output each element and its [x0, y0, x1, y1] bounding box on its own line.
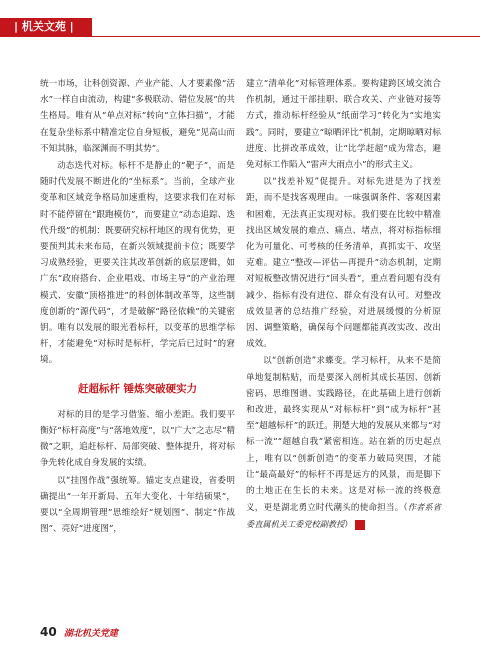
right-paragraph-3: [246, 352, 441, 539]
magazine-name: 湖北机关党建: [63, 629, 118, 639]
left-paragraph-2-body: 标杆不是静止的“靶子”，而是随时代发展不断进化的“坐标系”。当前，全球产业变革和区域竞争格局加速重构，这要求我们在对标时不能停留在“跟跑模仿”，而要建立“动态追踪、迭代升级”的机制：既要研究标杆地区的现有优势，更要预判其未来布局，在新兴领域提前卡位；既要学习成熟经验，更要关注其改革创新的底层逻辑，如广东“政府搭台、企业唱戏、市场主导”的产业治理模式、安徽“顶格推进”的科创体制改革等，这些制度创新的“源代码”，才是破解“路径依赖”的关键密钥。唯有以发展的眼光看标杆，以变革的思维学标杆，才能避免“对标时是标杆，学完后已过时”的窘境。: [40, 161, 235, 366]
left-paragraph-1: 统一市场，让科创资源、产业产能、人才要素像“活水”一样自由流动，构建“多极联动、错位发展”的共生格局。唯有从“单点对标”转向“立体扫描”，才能在复杂坐标系中精准定位自身短板，避免“见高山而不知其脉，临深渊而不明其势”。: [40, 79, 235, 154]
section-label: | 机关文苑 |: [0, 18, 92, 36]
right-paragraph-1: 建立“清单化”对标管理体系。要构建跨区域交流合作机制，通过干部挂职、联合攻关、产业链对接等方式，推动标杆经验从“纸面学习”转化为“实地实践”。同时，要建立“晾晒评比”机制，定期晾晒对标进度、比拼改革成效，让“比学赶超”成为常态，避免对标工作陷入“雷声大雨点小”的形式主义。: [246, 79, 441, 171]
subheading-gap: 以“找差补短”促提升。: [263, 176, 357, 187]
left-paragraph-3: 对标的目的是学习借鉴、缩小差距。我们要平衡好“标杆高度”与“落地效度”，以“广大”之志尽“精微”之职，追赶标杆、局部突破、整体提升，将对标争先转化成自身发展的实绩。: [40, 409, 235, 469]
right-column: [246, 76, 441, 539]
section-title: 赶超标杆 锤炼突破硬实力: [77, 382, 198, 395]
right-paragraph-2-body: 对标先进是为了找差距，而不是找客观理由。一味强调条件、客观因素和困难，无法真正实现对标。我们要在比较中精准找出区域发展的难点、痛点、堵点，将对标指标细化为可量化、可考核的任务清单，真抓实干、攻坚克难。建立“整改—评估—再提升”动态机制，定期对短板整改情况进行“回头看”，重点看问题有没有减少、指标有没有进位、群众有没有认可。对整改成效显著的总结推广经验，对进展缓慢的分析原因、调整策略，确保每个问题都能真改实改、改出成效。: [246, 177, 441, 350]
right-paragraph-3-body: 学习标杆，从来不是简单地复制粘贴，而是要深入剖析其成长基因、创新密码、思维图谱、实践路径，在此基础上进行创新和改进，最终实现从“对标标杆”到“成为标杆”甚至“超越标杆”的跃迁。荆楚大地的发展从来都与“对标一流”“超越自我”紧密相连。站在新的历史起点上，唯有以“创新创造”的变革力破局突围，才能让“最高最好”的标杆不再是远方的风景，而是脚下的土地正在生长的未来。这是对标一流的终极意义，更是湖北勇立时代潮头的使命担当。（: [246, 356, 441, 514]
subheading-map: 以“挂图作战”强统筹。: [57, 474, 146, 485]
subheading-innovation: 以“创新创造”求蝶变。: [263, 355, 352, 366]
left-paragraph-2: [40, 157, 235, 369]
header-rule: [0, 36, 480, 37]
page-number: 40: [40, 625, 57, 639]
subheading-dynamic: 动态迭代对标。: [57, 160, 119, 171]
author-note: 作者系省委直属机关工委党校副教授: [246, 502, 441, 530]
left-column: [40, 76, 235, 537]
left-paragraph-4-body: 锚定支点建设，省委明确提出“一年开新局、五年大变化、十年结硕果”，要以“全周期管理”思维绘好“规划图”、制定“作战图”、亮好“进度图”，: [40, 475, 235, 535]
end-mark-icon: 党建: [356, 520, 379, 539]
page-footer: [40, 625, 118, 639]
closing-paren: ）: [344, 520, 353, 531]
left-paragraph-4: [40, 472, 235, 538]
right-paragraph-2: [246, 173, 441, 352]
